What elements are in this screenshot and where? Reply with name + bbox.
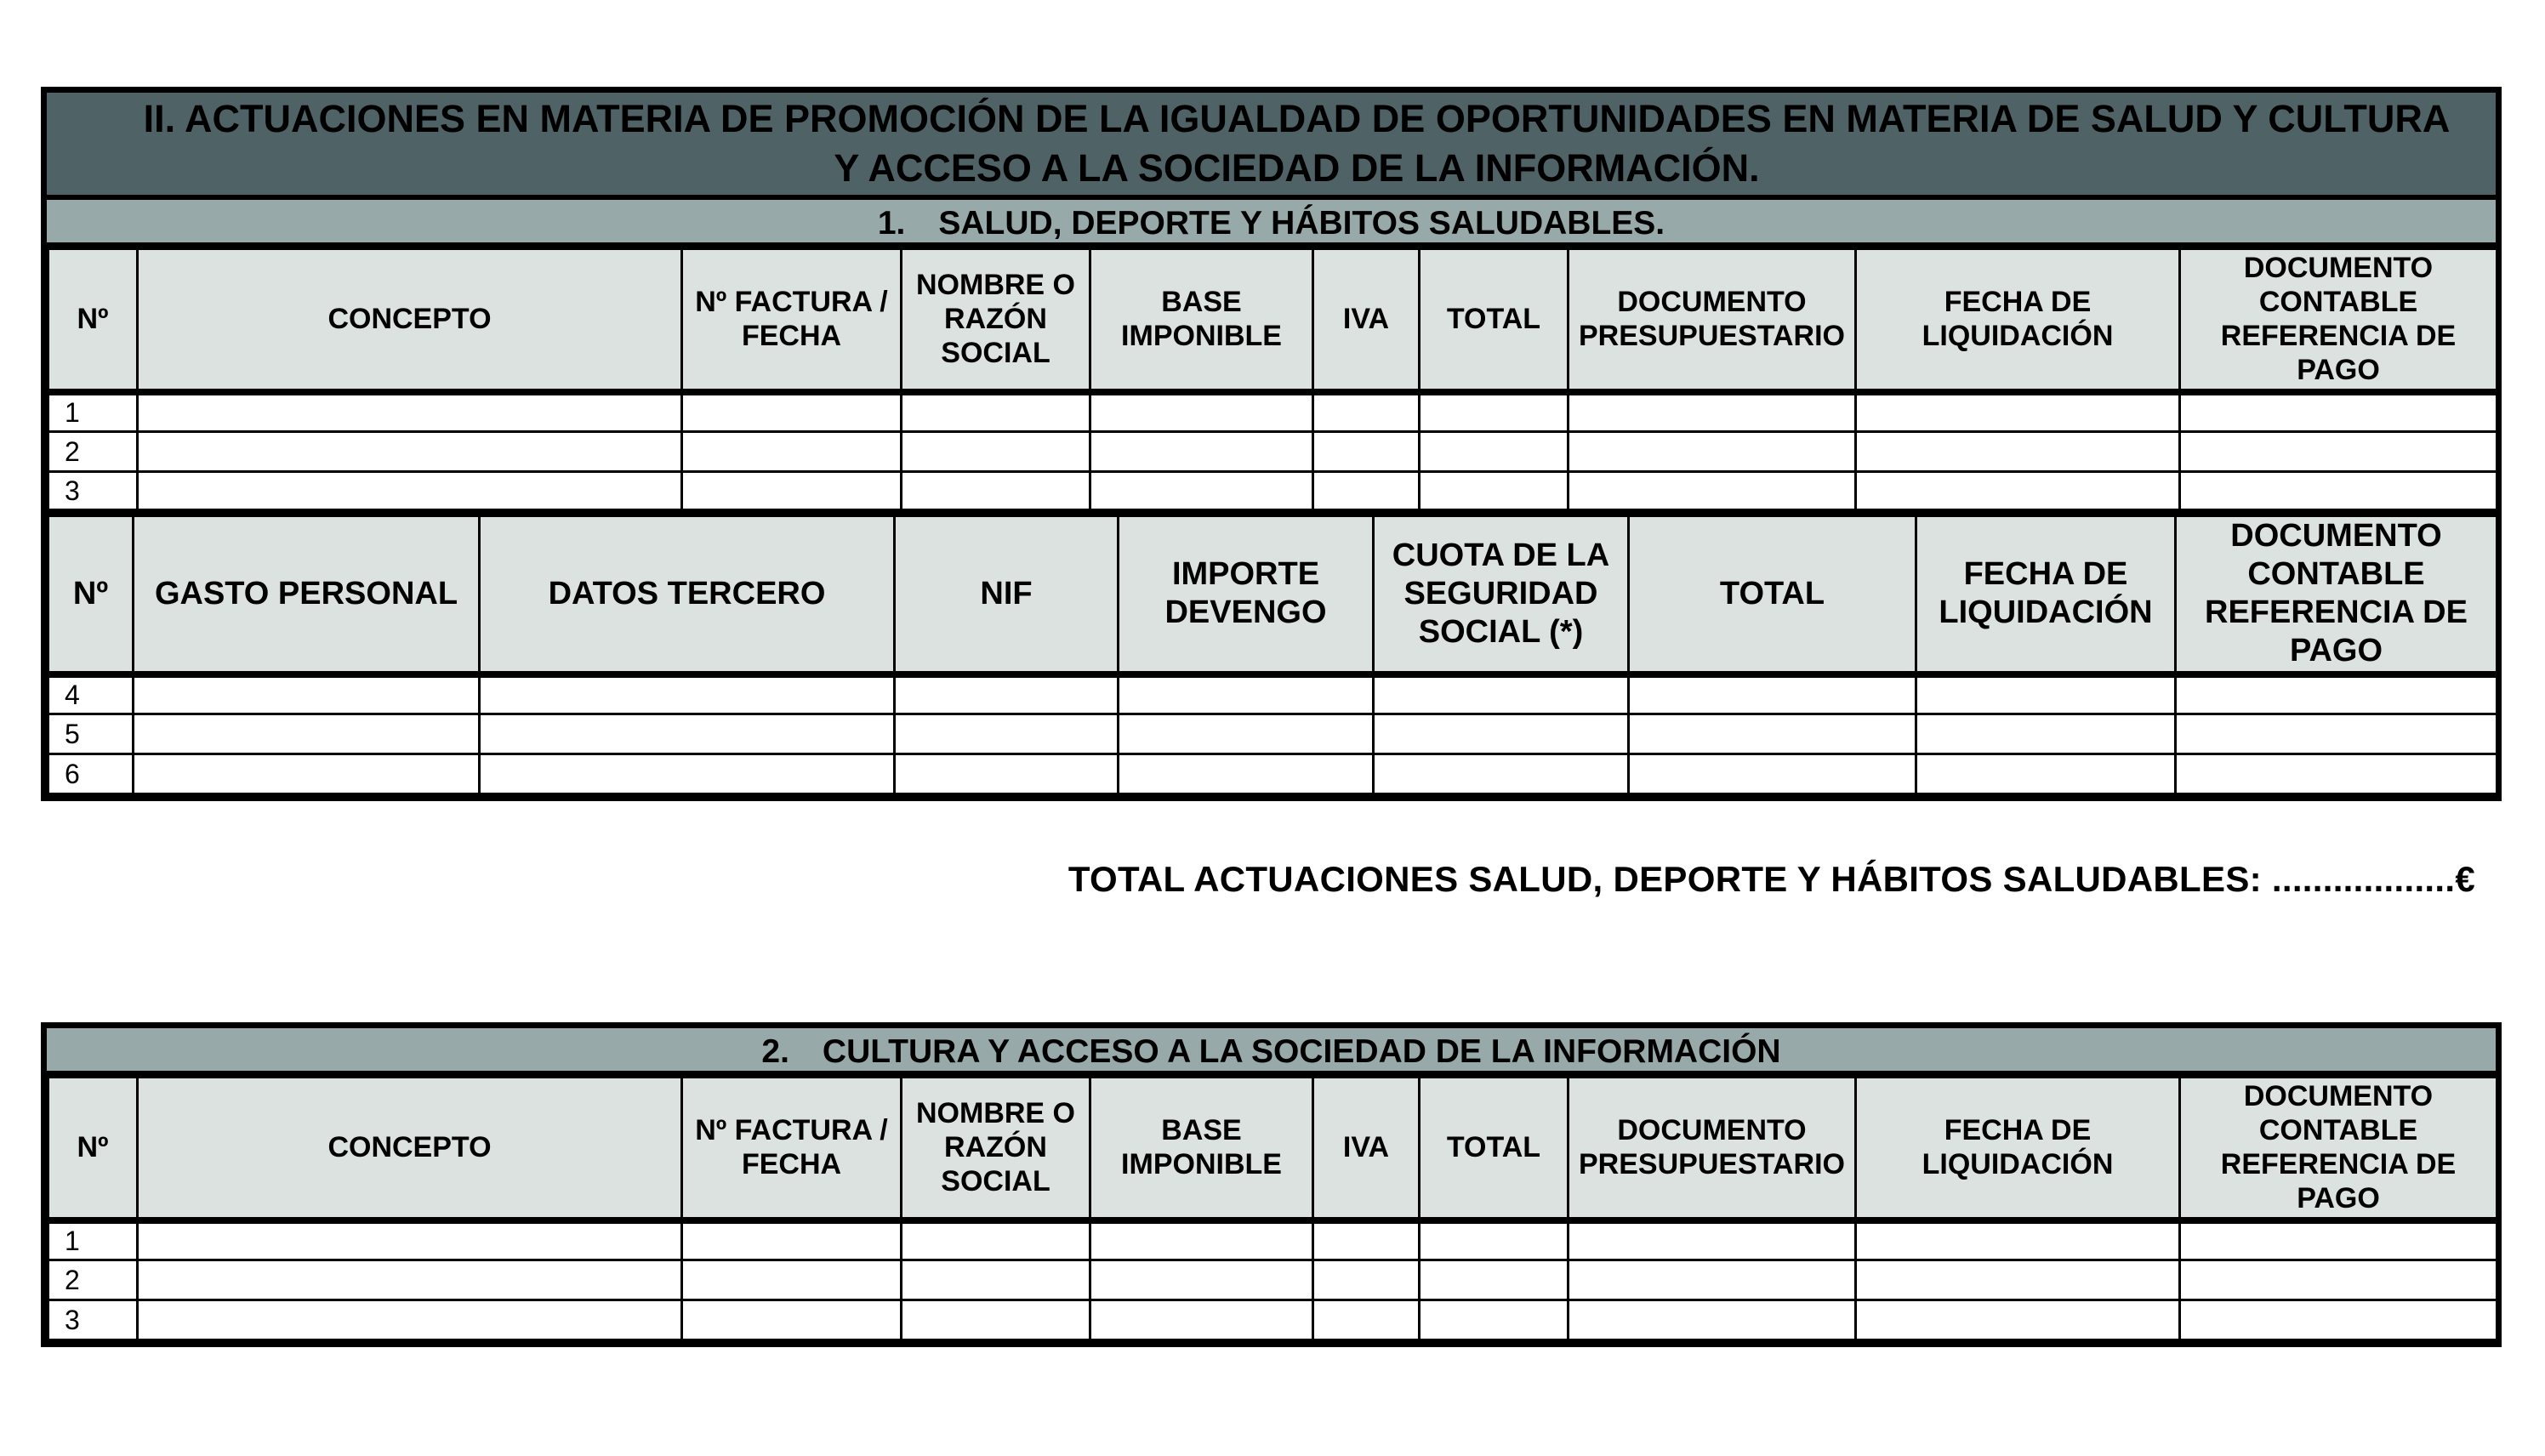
input-cell[interactable] <box>2180 1220 2497 1260</box>
input-cell[interactable] <box>138 1260 682 1300</box>
col-header: CONCEPTO <box>138 249 682 392</box>
input-cell[interactable] <box>1374 674 1629 714</box>
input-cell[interactable] <box>2176 714 2497 754</box>
input-cell[interactable] <box>1313 1220 1420 1260</box>
input-cell[interactable] <box>1090 472 1313 512</box>
col-header: NOMBRE O RAZÓN SOCIAL <box>902 1078 1090 1220</box>
row-number: 6 <box>48 754 134 794</box>
input-cell[interactable] <box>2180 472 2497 512</box>
col-header: NOMBRE O RAZÓN SOCIAL <box>902 249 1090 392</box>
main-title: II. ACTUACIONES EN MATERIA DE PROMOCIÓN DE LA IGUALDAD DE OPORTUNIDADES EN MATERIA DE SALUD Y CULTURA Y ACCESO A LA SOCIEDAD DE LA INFORMACIÓN. <box>47 93 2496 200</box>
input-cell[interactable] <box>1856 1260 2180 1300</box>
input-cell[interactable] <box>480 754 895 794</box>
input-cell[interactable] <box>1569 1220 1856 1260</box>
table-row <box>48 714 2497 754</box>
input-cell[interactable] <box>1856 1220 2180 1260</box>
input-cell[interactable] <box>1420 1220 1569 1260</box>
input-cell[interactable] <box>682 1220 902 1260</box>
input-cell[interactable] <box>1916 754 2176 794</box>
input-cell[interactable] <box>1313 1300 1420 1340</box>
col-header: Nº FACTURA / FECHA <box>682 249 902 392</box>
col-header: DATOS TERCERO <box>480 516 895 674</box>
table-row <box>48 754 2497 794</box>
input-cell[interactable] <box>1119 714 1374 754</box>
input-cell[interactable] <box>1374 754 1629 794</box>
input-cell[interactable] <box>1569 472 1856 512</box>
table-row <box>48 1260 2497 1300</box>
table-header-row <box>48 516 2497 674</box>
col-header: DOCUMENTO CONTABLE REFERENCIA DE PAGO <box>2180 249 2497 392</box>
col-header: Nº <box>48 516 134 674</box>
input-cell[interactable] <box>1629 754 1916 794</box>
input-cell[interactable] <box>1420 472 1569 512</box>
input-cell[interactable] <box>2180 432 2497 472</box>
input-cell[interactable] <box>1374 714 1629 754</box>
input-cell[interactable] <box>1856 392 2180 432</box>
table-row <box>48 1220 2497 1260</box>
input-cell[interactable] <box>1420 1300 1569 1340</box>
col-header: Nº <box>48 249 138 392</box>
input-cell[interactable] <box>902 472 1090 512</box>
col-header: TOTAL <box>1420 1078 1569 1220</box>
col-header: Nº <box>48 1078 138 1220</box>
input-cell[interactable] <box>902 1220 1090 1260</box>
input-cell[interactable] <box>1569 392 1856 432</box>
col-header: DOCUMENTO CONTABLE REFERENCIA DE PAGO <box>2176 516 2497 674</box>
input-cell[interactable] <box>2176 674 2497 714</box>
input-cell[interactable] <box>902 432 1090 472</box>
input-cell[interactable] <box>1090 432 1313 472</box>
section-1-total-line: TOTAL ACTUACIONES SALUD, DEPORTE Y HÁBITOS SALUDABLES: ..................€ <box>1068 859 2475 899</box>
col-header: DOCUMENTO CONTABLE REFERENCIA DE PAGO <box>2180 1078 2497 1220</box>
input-cell[interactable] <box>1090 1300 1313 1340</box>
input-cell[interactable] <box>1119 674 1374 714</box>
input-cell[interactable] <box>480 674 895 714</box>
input-cell[interactable] <box>1569 1260 1856 1300</box>
input-cell[interactable] <box>895 714 1119 754</box>
input-cell[interactable] <box>895 674 1119 714</box>
input-cell[interactable] <box>1856 432 2180 472</box>
section-1-title: 1. SALUD, DEPORTE Y HÁBITOS SALUDABLES. <box>47 200 2496 247</box>
input-cell[interactable] <box>2180 1300 2497 1340</box>
col-header: DOCUMENTO PRESUPUESTARIO <box>1569 1078 1856 1220</box>
col-header: CONCEPTO <box>138 1078 682 1220</box>
input-cell[interactable] <box>682 1300 902 1340</box>
col-header: BASE IMPONIBLE <box>1090 249 1313 392</box>
input-cell[interactable] <box>2180 1260 2497 1300</box>
input-cell[interactable] <box>895 754 1119 794</box>
row-number: 5 <box>48 714 134 754</box>
input-cell[interactable] <box>1856 1300 2180 1340</box>
row-number: 2 <box>48 1260 138 1300</box>
input-cell[interactable] <box>1313 432 1420 472</box>
input-cell[interactable] <box>1916 714 2176 754</box>
input-cell[interactable] <box>1313 1260 1420 1300</box>
row-number: 1 <box>48 392 138 432</box>
input-cell[interactable] <box>1420 392 1569 432</box>
section-2-form <box>41 1022 2502 1347</box>
col-header: NIF <box>895 516 1119 674</box>
col-header: IMPORTE DEVENGO <box>1119 516 1374 674</box>
invoice-table-section-1 <box>47 247 2498 515</box>
col-header: IVA <box>1313 249 1420 392</box>
input-cell[interactable] <box>1313 392 1420 432</box>
row-number: 3 <box>48 472 138 512</box>
row-number: 1 <box>48 1220 138 1260</box>
input-cell[interactable] <box>682 472 902 512</box>
input-cell[interactable] <box>2180 392 2497 432</box>
col-header: CUOTA DE LA SEGURIDAD SOCIAL (*) <box>1374 516 1629 674</box>
col-header: FECHA DE LIQUIDACIÓN <box>1856 249 2180 392</box>
input-cell[interactable] <box>480 714 895 754</box>
table-row <box>48 392 2497 432</box>
input-cell[interactable] <box>1090 1260 1313 1300</box>
input-cell[interactable] <box>1420 432 1569 472</box>
table-row <box>48 674 2497 714</box>
personnel-table-section-1 <box>47 515 2498 795</box>
input-cell[interactable] <box>2176 754 2497 794</box>
input-cell[interactable] <box>1313 472 1420 512</box>
section-2-title: 2. CULTURA Y ACCESO A LA SOCIEDAD DE LA INFORMACIÓN <box>47 1028 2496 1076</box>
col-header: GASTO PERSONAL <box>134 516 480 674</box>
row-number: 2 <box>48 432 138 472</box>
row-number: 4 <box>48 674 134 714</box>
col-header: BASE IMPONIBLE <box>1090 1078 1313 1220</box>
col-header: Nº FACTURA / FECHA <box>682 1078 902 1220</box>
input-cell[interactable] <box>1856 472 2180 512</box>
input-cell[interactable] <box>1119 754 1374 794</box>
col-header: DOCUMENTO PRESUPUESTARIO <box>1569 249 1856 392</box>
input-cell[interactable] <box>134 714 480 754</box>
input-cell[interactable] <box>138 1220 682 1260</box>
input-cell[interactable] <box>134 674 480 714</box>
input-cell[interactable] <box>1629 714 1916 754</box>
input-cell[interactable] <box>1420 1260 1569 1300</box>
input-cell[interactable] <box>1569 1300 1856 1340</box>
input-cell[interactable] <box>902 392 1090 432</box>
input-cell[interactable] <box>902 1260 1090 1300</box>
input-cell[interactable] <box>1916 674 2176 714</box>
col-header: FECHA DE LIQUIDACIÓN <box>1856 1078 2180 1220</box>
input-cell[interactable] <box>138 432 682 472</box>
input-cell[interactable] <box>682 392 902 432</box>
input-cell[interactable] <box>1569 432 1856 472</box>
row-number: 3 <box>48 1300 138 1340</box>
table-row <box>48 472 2497 512</box>
input-cell[interactable] <box>902 1300 1090 1340</box>
input-cell[interactable] <box>138 472 682 512</box>
table-header-row <box>48 1078 2497 1220</box>
invoice-table-section-2 <box>47 1076 2498 1341</box>
table-header-row <box>48 249 2497 392</box>
input-cell[interactable] <box>138 1300 682 1340</box>
col-header: IVA <box>1313 1078 1420 1220</box>
input-cell[interactable] <box>138 392 682 432</box>
col-header: TOTAL <box>1420 249 1569 392</box>
input-cell[interactable] <box>1090 392 1313 432</box>
input-cell[interactable] <box>682 432 902 472</box>
table-row <box>48 1300 2497 1340</box>
input-cell[interactable] <box>1629 674 1916 714</box>
input-cell[interactable] <box>134 754 480 794</box>
col-header: FECHA DE LIQUIDACIÓN <box>1916 516 2176 674</box>
col-header: TOTAL <box>1629 516 1916 674</box>
input-cell[interactable] <box>1090 1220 1313 1260</box>
input-cell[interactable] <box>682 1260 902 1300</box>
table-row <box>48 432 2497 472</box>
section-1-form <box>41 87 2502 801</box>
